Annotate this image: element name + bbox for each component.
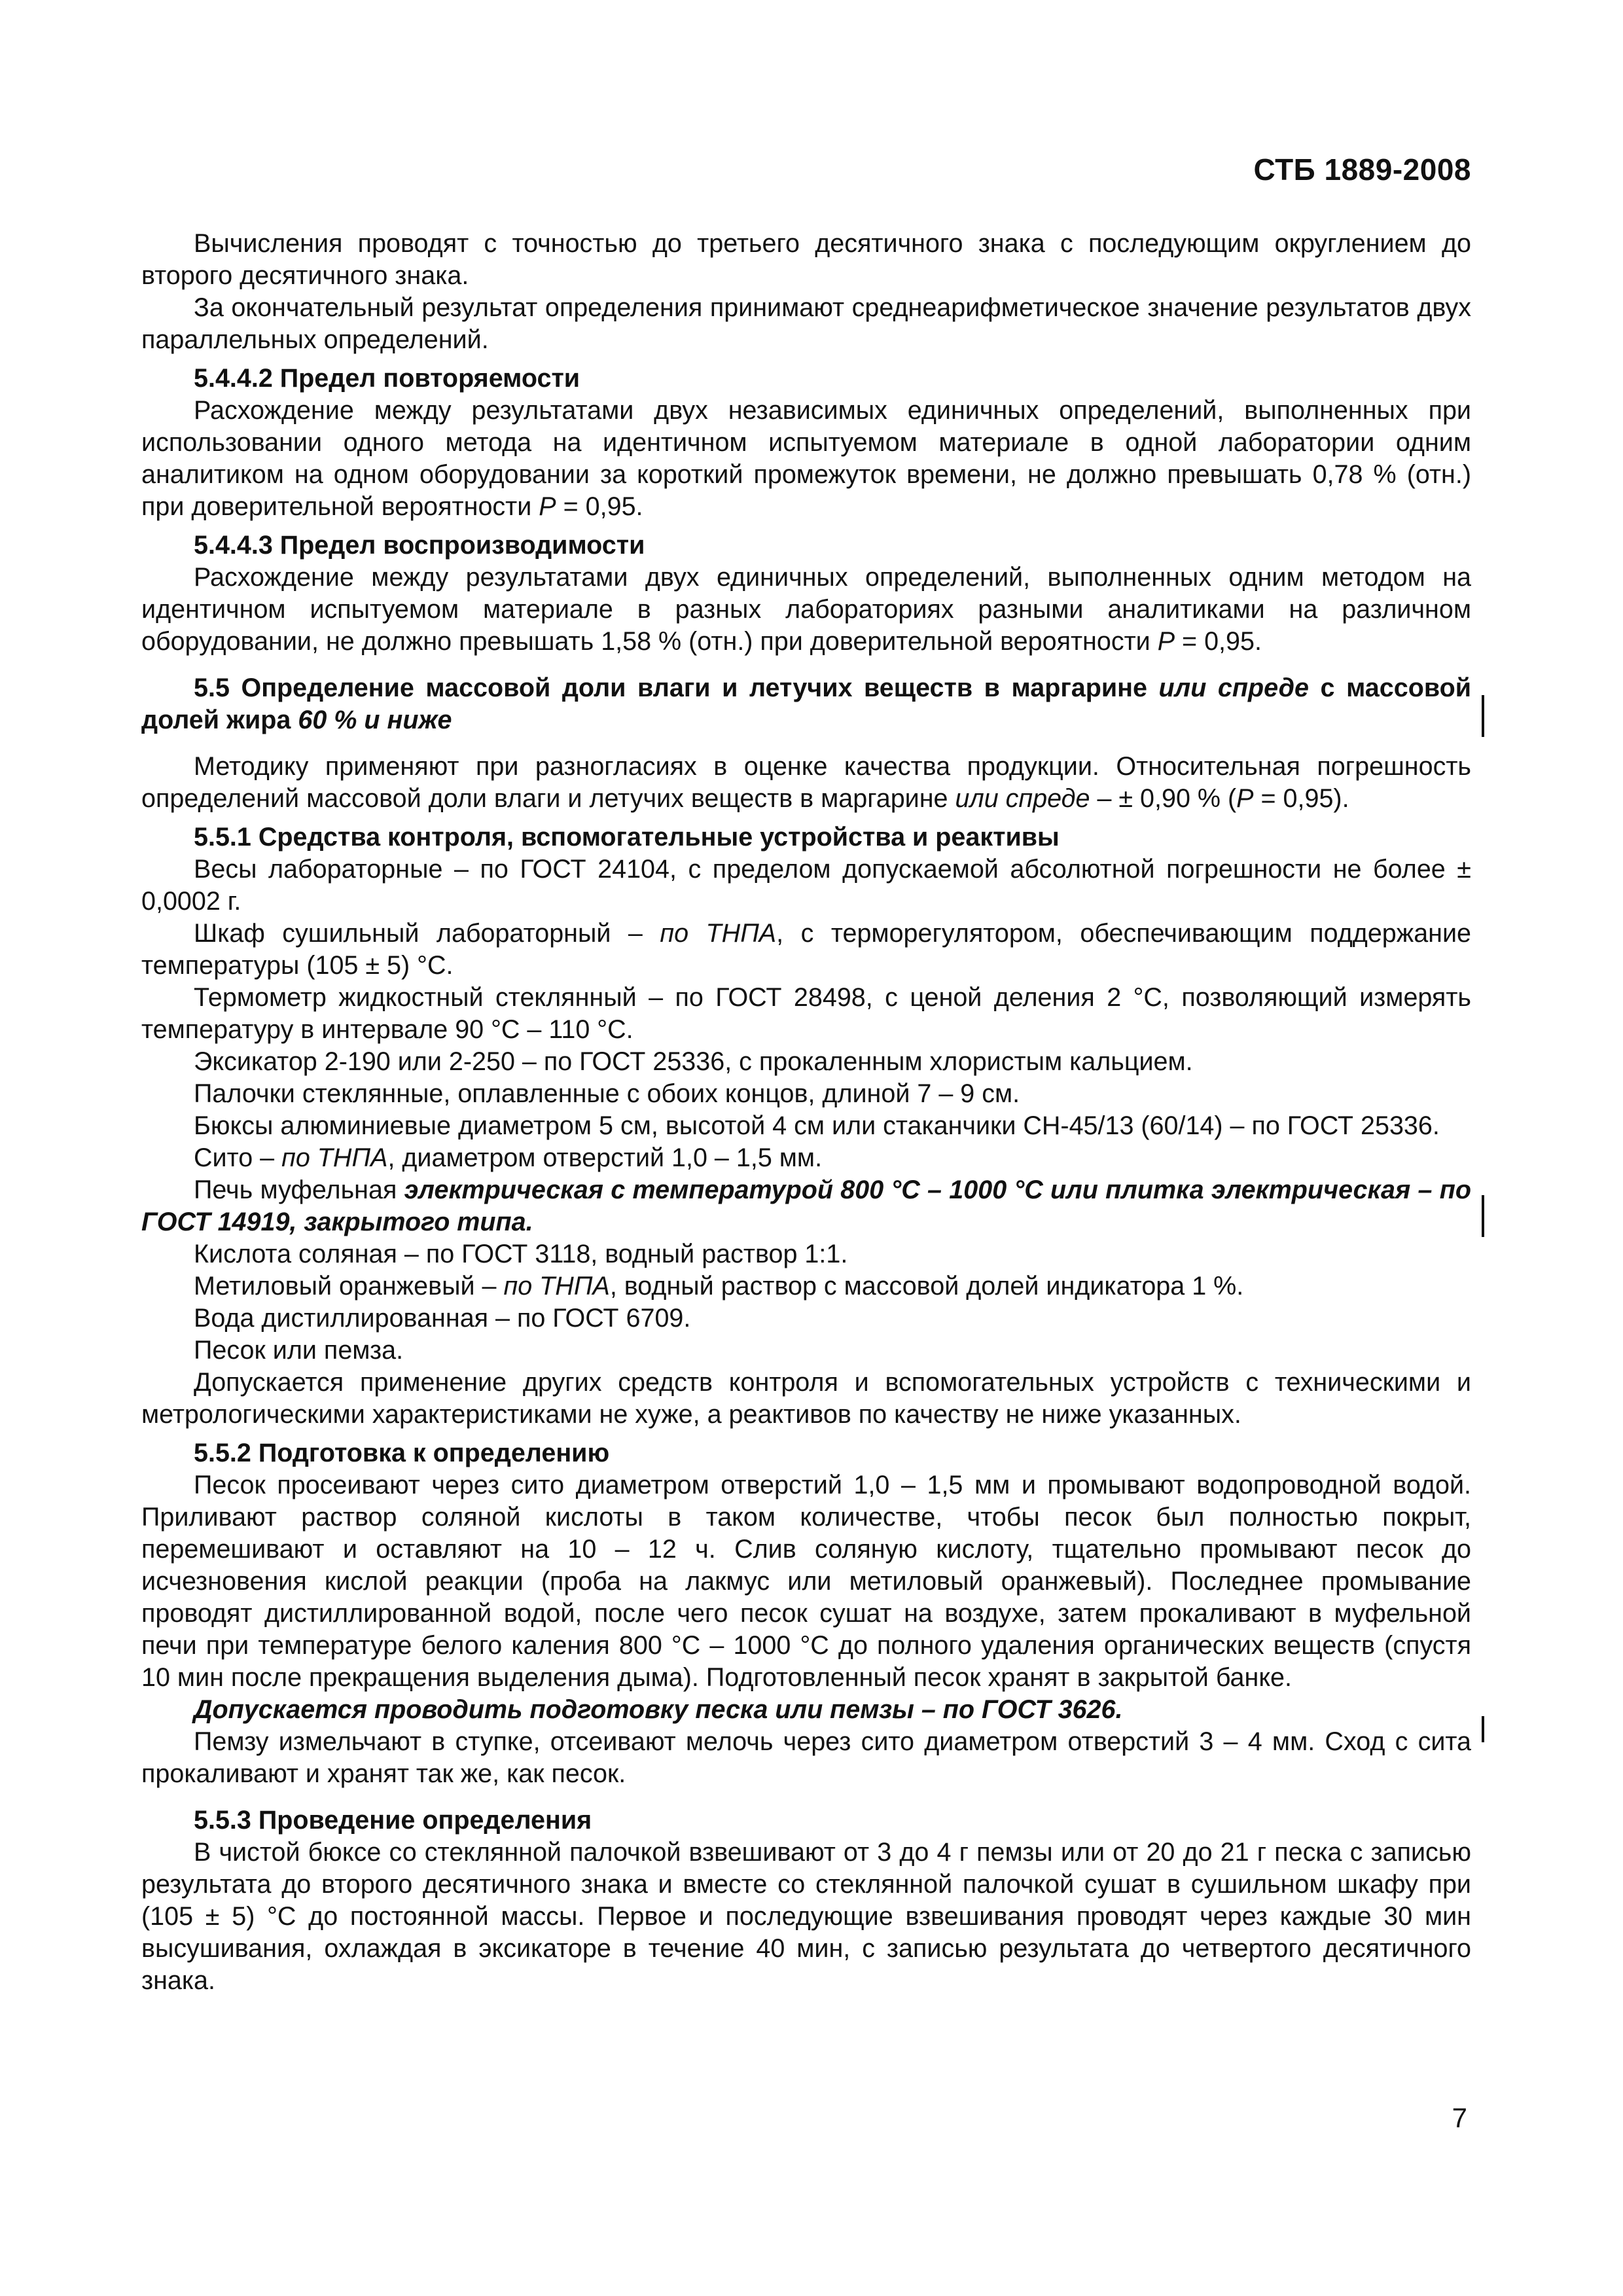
paragraph: Вычисления проводят с точностью до третьего десятичного знака с последующим округлением до второго десятичного знака. — [141, 229, 1471, 290]
paragraph: Вода дистиллированная – по ГОСТ 6709. — [194, 1304, 691, 1333]
paragraph: Допускается проводить подготовку песка или пемзы – по ГОСТ 3626. — [194, 1695, 1123, 1724]
document-code: СТБ 1889-2008 — [1253, 152, 1471, 187]
paragraph: Песок или пемза. — [194, 1336, 404, 1365]
section-heading-5-5-2: 5.5.2 Подготовка к определению — [194, 1439, 610, 1467]
paragraph: Бюксы алюминиевые диаметром 5 см, высотой 4 см или стаканчики СН-45/13 (60/14) – по ГОСТ 25336. — [194, 1111, 1440, 1140]
paragraph: Весы лабораторные – по ГОСТ 24104, с пределом допускаемой абсолютной погрешности не более ± 0,0002 г. — [141, 855, 1471, 916]
paragraph: Шкаф сушильный лабораторный – по ТНПА, с терморегулятором, обеспечивающим поддержание температуры (105 ± 5) °С. — [141, 919, 1472, 980]
paragraph: Кислота соляная – по ГОСТ 3118, водный раствор 1:1. — [194, 1240, 848, 1268]
paragraph: Метиловый оранжевый – по ТНПА, водный раствор с массовой долей индикатора 1 %. — [194, 1272, 1244, 1300]
section-heading-5-5-3: 5.5.3 Проведение определения — [194, 1806, 592, 1835]
paragraph: Сито – по ТНПА, диаметром отверстий 1,0 – 1,5 мм. — [194, 1143, 823, 1172]
paragraph: Палочки стеклянные, оплавленные с обоих концов, длиной 7 – 9 см. — [194, 1079, 1020, 1108]
paragraph: Печь муфельная электрическая с температурой 800 °С – 1000 °С или плитка электрическая – по ГОСТ 14919, закрытого типа. — [141, 1175, 1471, 1236]
page-number: 7 — [1452, 2102, 1467, 2133]
paragraph: Расхождение между результатами двух независимых единичных определений, выполненных при использовании одного метода на идентичном испытуемом материале в одной лаборатории одним аналитиком на одном оборудовании за короткий промежуток времени, не должно превышать 0,78 % (отн.) при доверительной вероятности P = 0,95. — [141, 396, 1471, 521]
section-heading-5-5: 5.5 Определение массовой доли влаги и летучих веществ в маргарине или спреде с массовой долей жира 60 % и ниже — [141, 673, 1471, 734]
paragraph: В чистой бюксе со стеклянной палочкой взвешивают от 3 до 4 г пемзы или от 20 до 21 г песка с записью результата до второго десятичного знака и вместе со стеклянной палочкой сушат в сушильном шкафу при (105 ± 5) °С до постоянной массы. Первое и последующие взвешивания проводят через каждые 30 мин высушивания, охлаждая в эксикаторе в течение 40 мин, с записью результата до четвертого десятичного знака. — [141, 1838, 1471, 1995]
section-heading-5-4-4-2: 5.4.4.2 Предел повторяемости — [194, 364, 580, 393]
change-bar — [1482, 695, 1484, 737]
document-body — [141, 228, 1471, 1997]
paragraph: Эксикатор 2-190 или 2-250 – по ГОСТ 25336, с прокаленным хлористым кальцием. — [194, 1047, 1193, 1076]
change-bar — [1482, 1195, 1484, 1237]
paragraph: Методику применяют при разногласиях в оценке качества продукции. Относительная погрешность определений массовой доли влаги и летучих веществ в маргарине или спреде – ± 0,90 % (P = 0,95). — [141, 752, 1471, 813]
paragraph: Песок просеивают через сито диаметром отверстий 1,0 – 1,5 мм и промывают водопроводной водой. Приливают раствор соляной кислоты в таком количестве, чтобы песок был полностью покрыт, перемешивают и оставляют на 10 – 12 ч. Слив соляную кислоту, тщательно промывают песок до исчезновения кислой реакции (проба на лакмус или метиловый оранжевый). Последнее промывание проводят дистиллированной водой, после чего песок сушат на воздухе, затем прокаливают в муфельной печи при температуре белого каления 800 °С – 1000 °С до полного удаления органических веществ (спустя 10 мин после прекращения выделения дыма). Подготовленный песок хранят в закрытой банке. — [141, 1471, 1471, 1692]
paragraph: Допускается применение других средств контроля и вспомогательных устройств с техническими и метрологическими характеристиками не хуже, а реактивов по качеству не ниже указанных. — [141, 1368, 1471, 1429]
section-heading-5-5-1: 5.5.1 Средства контроля, вспомогательные устройства и реактивы — [194, 823, 1060, 852]
section-heading-5-4-4-3: 5.4.4.3 Предел воспроизводимости — [194, 531, 645, 560]
paragraph: Термометр жидкостный стеклянный – по ГОСТ 28498, с ценой деления 2 °С, позволяющий измерять температуру в интервале 90 °С – 110 °С. — [141, 983, 1471, 1044]
paragraph: Расхождение между результатами двух единичных определений, выполненных одним методом на идентичном испытуемом материале в разных лабораториях разными аналитиками на различном оборудовании, не должно превышать 1,58 % (отн.) при доверительной вероятности P = 0,95. — [141, 563, 1471, 656]
change-bar — [1482, 1716, 1484, 1742]
paragraph: За окончательный результат определения принимают среднеарифметическое значение результатов двух параллельных определений. — [141, 293, 1471, 354]
paragraph: Пемзу измельчают в ступке, отсеивают мелочь через сито диаметром отверстий 3 – 4 мм. Сход с сита прокаливают и хранят так же, как песок. — [141, 1727, 1471, 1788]
